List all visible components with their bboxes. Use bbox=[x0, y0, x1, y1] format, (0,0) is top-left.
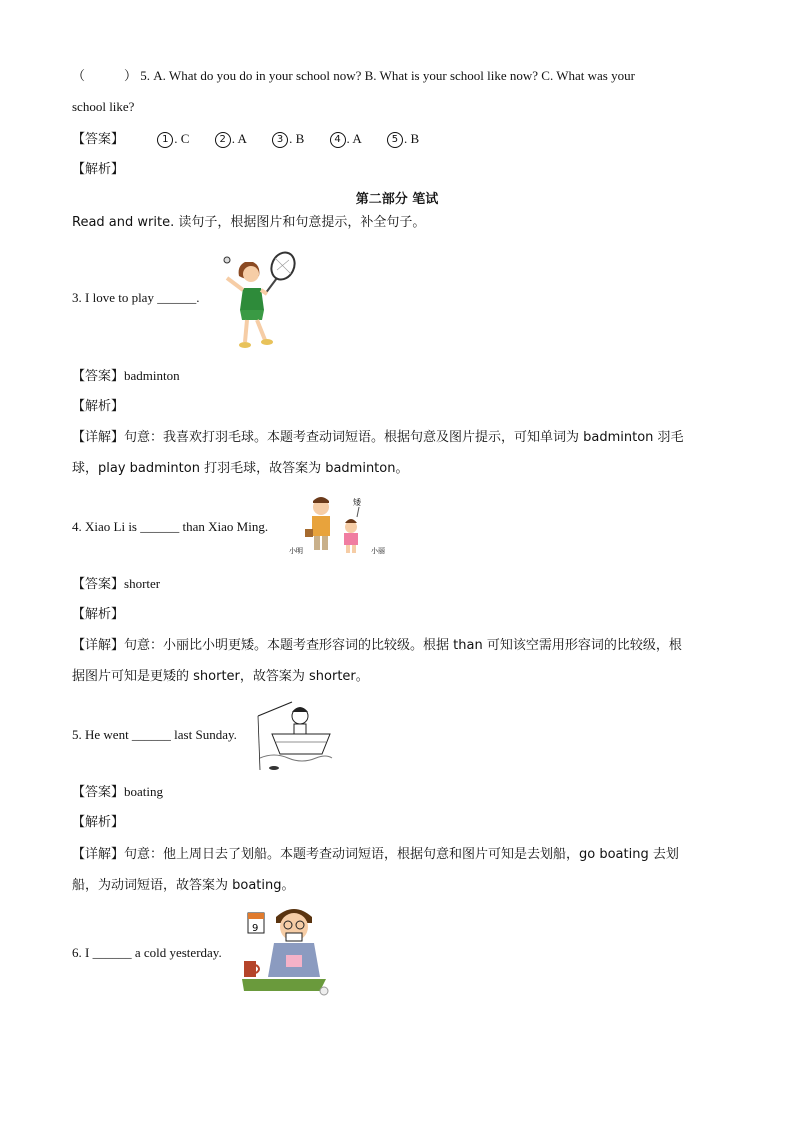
detail-text: 句意：他上周日去了划船。本题考查动词短语，根据句意和图片可知是去划船，go boating 去划 bbox=[124, 847, 679, 862]
analysis-label: 【解析】 bbox=[72, 815, 125, 830]
question-3-prompt: 3. I love to play ______. bbox=[72, 290, 200, 305]
answers-row bbox=[72, 130, 441, 149]
answer-5 bbox=[387, 130, 419, 148]
answer-paren: （ ） bbox=[72, 69, 138, 84]
answer-3 bbox=[272, 130, 304, 148]
circle-number: 1 bbox=[157, 132, 173, 148]
question-3-detail-line-1 bbox=[72, 429, 684, 447]
answer-2 bbox=[215, 130, 247, 148]
answer-value: . A bbox=[346, 131, 362, 146]
q5-line bbox=[72, 67, 635, 86]
q5-continuation: school like? bbox=[72, 99, 135, 114]
pic-label-xiaoli: 小丽 bbox=[371, 547, 385, 555]
analysis-label: 【解析】 bbox=[72, 162, 125, 177]
calendar-number: 9 bbox=[252, 923, 259, 934]
answer-label: 【答案】 bbox=[72, 369, 125, 384]
answer-text: badminton bbox=[124, 368, 180, 383]
circle-number: 2 bbox=[215, 132, 231, 148]
pic-label-xiaoming: 小明 bbox=[289, 547, 303, 555]
question-5-answer bbox=[72, 783, 163, 802]
answer-text: boating bbox=[124, 784, 164, 799]
answer-text: shorter bbox=[124, 576, 161, 591]
boating-fishing-illustration bbox=[254, 698, 334, 774]
circle-number: 5 bbox=[387, 132, 403, 148]
answer-1 bbox=[157, 130, 189, 148]
detail-label: 【详解】 bbox=[72, 847, 125, 862]
q5-text: 5. A. What do you do in your school now? B. What is your school like now? C. What was your bbox=[140, 68, 635, 83]
height-comparison-illustration bbox=[287, 495, 393, 559]
answer-label: 【答案】 bbox=[72, 132, 125, 147]
sick-boy-illustration bbox=[238, 903, 342, 997]
question-5-detail-line-2: 船，为动词短语，故答案为 boating。 bbox=[72, 878, 295, 893]
question-6-prompt: 6. I ______ a cold yesterday. bbox=[72, 945, 222, 960]
section-title: 第二部分 笔试 bbox=[355, 192, 439, 207]
question-3-answer bbox=[72, 367, 180, 386]
answer-value: . C bbox=[174, 131, 190, 146]
answer-value: . B bbox=[289, 131, 305, 146]
detail-text: 句意：我喜欢打羽毛球。本题考查动词短语。根据句意及图片提示，可知单词为 badminton 羽毛 bbox=[124, 430, 684, 445]
detail-text: 句意：小丽比小明更矮。本题考查形容词的比较级。根据 than 可知该空需用形容词的比较级，根 bbox=[124, 638, 682, 653]
answer-label: 【答案】 bbox=[72, 785, 125, 800]
answer-4 bbox=[330, 130, 362, 148]
question-4-answer bbox=[72, 575, 160, 594]
question-4-prompt: 4. Xiao Li is ______ than Xiao Ming. bbox=[72, 519, 269, 534]
question-4-detail-line-1 bbox=[72, 637, 682, 655]
circle-number: 4 bbox=[330, 132, 346, 148]
answer-value: . B bbox=[403, 131, 420, 146]
question-4-detail-line-2: 据图片可知是更矮的 shorter，故答案为 shorter。 bbox=[72, 669, 369, 684]
pic-label-short: 矮 bbox=[353, 498, 361, 507]
circle-number: 3 bbox=[272, 132, 288, 148]
answer-value: . A bbox=[231, 131, 247, 146]
question-5-detail-line-1 bbox=[72, 846, 679, 864]
answer-label: 【答案】 bbox=[72, 577, 125, 592]
analysis-label: 【解析】 bbox=[72, 607, 125, 622]
instruction: Read and write. 读句子，根据图片和句意提示，补全句子。 bbox=[72, 215, 426, 230]
detail-label: 【详解】 bbox=[72, 430, 125, 445]
question-3-detail-line-2: 球，play badminton 打羽毛球，故答案为 badminton。 bbox=[72, 461, 409, 476]
analysis-label: 【解析】 bbox=[72, 399, 125, 414]
question-5-prompt: 5. He went ______ last Sunday. bbox=[72, 727, 237, 742]
badminton-girl-illustration bbox=[215, 248, 299, 352]
detail-label: 【详解】 bbox=[72, 638, 125, 653]
